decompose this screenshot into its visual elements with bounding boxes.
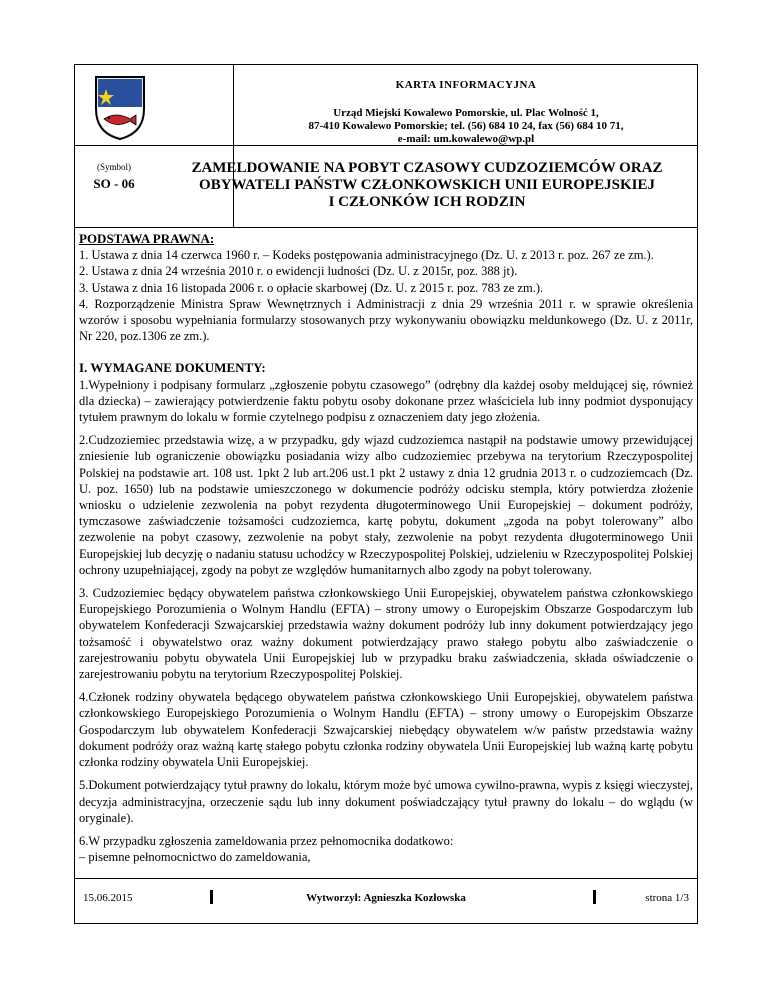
title-divider xyxy=(75,227,697,228)
legal-basis-item: 4. Rozporządzenie Ministra Spraw Wewnętrznych i Administracji z dnia 29 września 2011 r. w sprawie określenia wzorów i sposobu wypełniania formularzy stosowanych przy wykonywaniu obowiązku meldunkowego (Dz. U. z 2011r, Nr 220, poz.1306 ze zm.). xyxy=(79,296,693,344)
footer-author: Wytworzył: Agnieszka Kozłowska xyxy=(306,892,466,904)
document-body xyxy=(79,231,693,872)
required-document-item: 5.Dokument potwierdzający tytuł prawny do lokalu, którym może być umowa cywilno-prawna, wypis z księgi wieczystej, decyzja administracyjna, orzeczenie sądu lub inny dokument poświadczający tytuł prawny do lokalu – do wglądu (w oryginale). xyxy=(79,778,693,825)
required-document-item: 4.Członek rodziny obywatela będącego obywatelem państwa członkowskiego Unii Europejskiej, obywatelem państwa członkowskiego Europejskiego Porozumienia o Wolnym Handlu (EFTA) – strony umowy o Europejskim Obszarze Gospodarczym lub obywatelem Konfederacji Szwajcarskiej niebędący obywatelem w/w państw przedstawia ważny dokument podróży oraz ważną kartę stałego pobytu członka rodziny obywatela Unii Europejskiej lub ważną kartę pobytu członka rodziny obywatela Unii Europejskiej. xyxy=(79,690,693,770)
required-document-item: 6.W przypadku zgłoszenia zameldowania przez pełnomocnika dodatkowo: – pisemne pełnomocnictwo do zameldowania, xyxy=(79,833,454,865)
required-document-item: 3. Cudzoziemiec będący obywatelem państwa członkowskiego Unii Europejskiej, obywatelem państwa członkowskiego Europejskiego Porozumienia o Wolnym Handlu (EFTA) – strony umowy o Europejskim Obszarze Gospodarczym lub obywatelem Konfederacji Szwajcarskiej przedstawia ważny dokument podróży lub inny dokument potwierdzający jego tożsamość i obywatelstwo oraz ważny dokument potwierdzający prawo stałego pobytu albo zaświadczenie o zarejestrowaniu pobytu obywatela Unii Europejskiej lub w przypadku braku zaświadczenia, składa oświadczenie o zarejestrowaniu pobytu na terytorium Rzeczypospolitej Polskiej. xyxy=(79,586,693,682)
footer-date: 15.06.2015 xyxy=(83,892,133,904)
symbol-code: SO - 06 xyxy=(93,176,135,191)
document-title-line1: ZAMELDOWANIE NA POBYT CZASOWY CUDZOZIEMCÓW ORAZ xyxy=(191,160,663,176)
required-documents-section xyxy=(79,360,693,865)
legal-basis-item: 3. Ustawa z dnia 16 listopada 2006 r. o opłacie skarbowej (Dz. U. z 2015 r. poz. 783 ze zm.). xyxy=(79,280,544,295)
legal-basis-item: 1. Ustawa z dnia 14 czerwca 1960 r. – Kodeks postępowania administracyjnego (Dz. U. z 2013 r. poz. 267 ze zm.). xyxy=(79,248,654,263)
office-address-line1: Urząd Miejski Kowalewo Pomorskie, ul. Plac Wolność 1, xyxy=(333,107,599,119)
symbol-label: (Symbol) xyxy=(96,162,131,172)
legal-basis-heading: PODSTAWA PRAWNA: xyxy=(79,231,215,246)
office-email: e-mail: um.kowalewo@wp.pl xyxy=(397,133,535,145)
office-address-line2: 87-410 Kowalewo Pomorskie; tel. (56) 684 10 24, fax (56) 684 10 71, xyxy=(308,120,624,132)
coat-of-arms-icon xyxy=(90,73,150,141)
required-document-item: 2.Cudzoziemiec przedstawia wizę, a w przypadku, gdy wjazd cudzoziemca nastąpił na podstawie umowy przewidującej zniesienie lub ograniczenie obowiązku posiadania wizy albo cudzoziemiec przebywa na terytorium Rzeczypospolitej Polskiej na podstawie art. 108 ust. 1pkt 2 lub art.206 ust.1 pkt 2 ustawy z dnia 12 grudnia 2013 r. o cudzoziemcach (Dz. U. poz. 1650) lub na podstawie umieszczonego w dokumencie podróży odcisku stempla, który potwierdza złożenie wniosku o udzielenie zezwolenia na pobyt rezydenta długoterminowego Unii Europejskiej – dokument podróży, tymczasowe zaświadczenie tożsamości cudzoziemca, kartę pobytu, dokument „zgoda na pobyt tolerowany” albo zezwolenie na pobyt czasowy, zezwolenie na pobyt stały, zezwolenie na pobyt rezydenta długoterminowego Unii Europejskiej lub decyzję o nadaniu statusu uchodźcy w Rzeczypospolitej Polskiej, udzieleniu w Rzeczypospolitej Polskiej ochrony uzupełniającej, zgody na pobyt ze względów humanitarnych albo zgody na pobyt tolerowany. xyxy=(79,433,693,577)
document-title-line2: OBYWATELI PAŃSTW CZŁONKOWSKICH UNII EUROPEJSKIEJ xyxy=(199,177,655,193)
legal-basis-section xyxy=(79,231,693,344)
card-title: KARTA INFORMACYJNA xyxy=(395,79,537,91)
page-footer xyxy=(75,878,697,924)
required-documents-heading: I. WYMAGANE DOKUMENTY: xyxy=(79,360,266,376)
required-document-item: 1.Wypełniony i podpisany formularz „zgłoszenie pobytu czasowego” (odrębny dla każdej osoby meldującej się, również dla dziecka) – zawierający potwierdzenie faktu pobytu osoby dokonane przez właściciela lub inny podmiot dysponujący tytułem prawnym do lokalu w formie czytelnego podpisu z oznaczeniem daty jego złożenia. xyxy=(79,377,693,425)
office-address xyxy=(235,107,697,146)
document-frame xyxy=(74,64,698,924)
document-title xyxy=(157,160,697,211)
document-title-line3: I CZŁONKÓW ICH RODZIN xyxy=(328,194,526,210)
footer-page-number: strona 1/3 xyxy=(645,892,689,904)
legal-basis-item: 2. Ustawa z dnia 24 września 2010 r. o ewidencji ludności (Dz. U. z 2015r, poz. 388 jt). xyxy=(79,264,518,279)
footer-separator xyxy=(593,890,596,904)
